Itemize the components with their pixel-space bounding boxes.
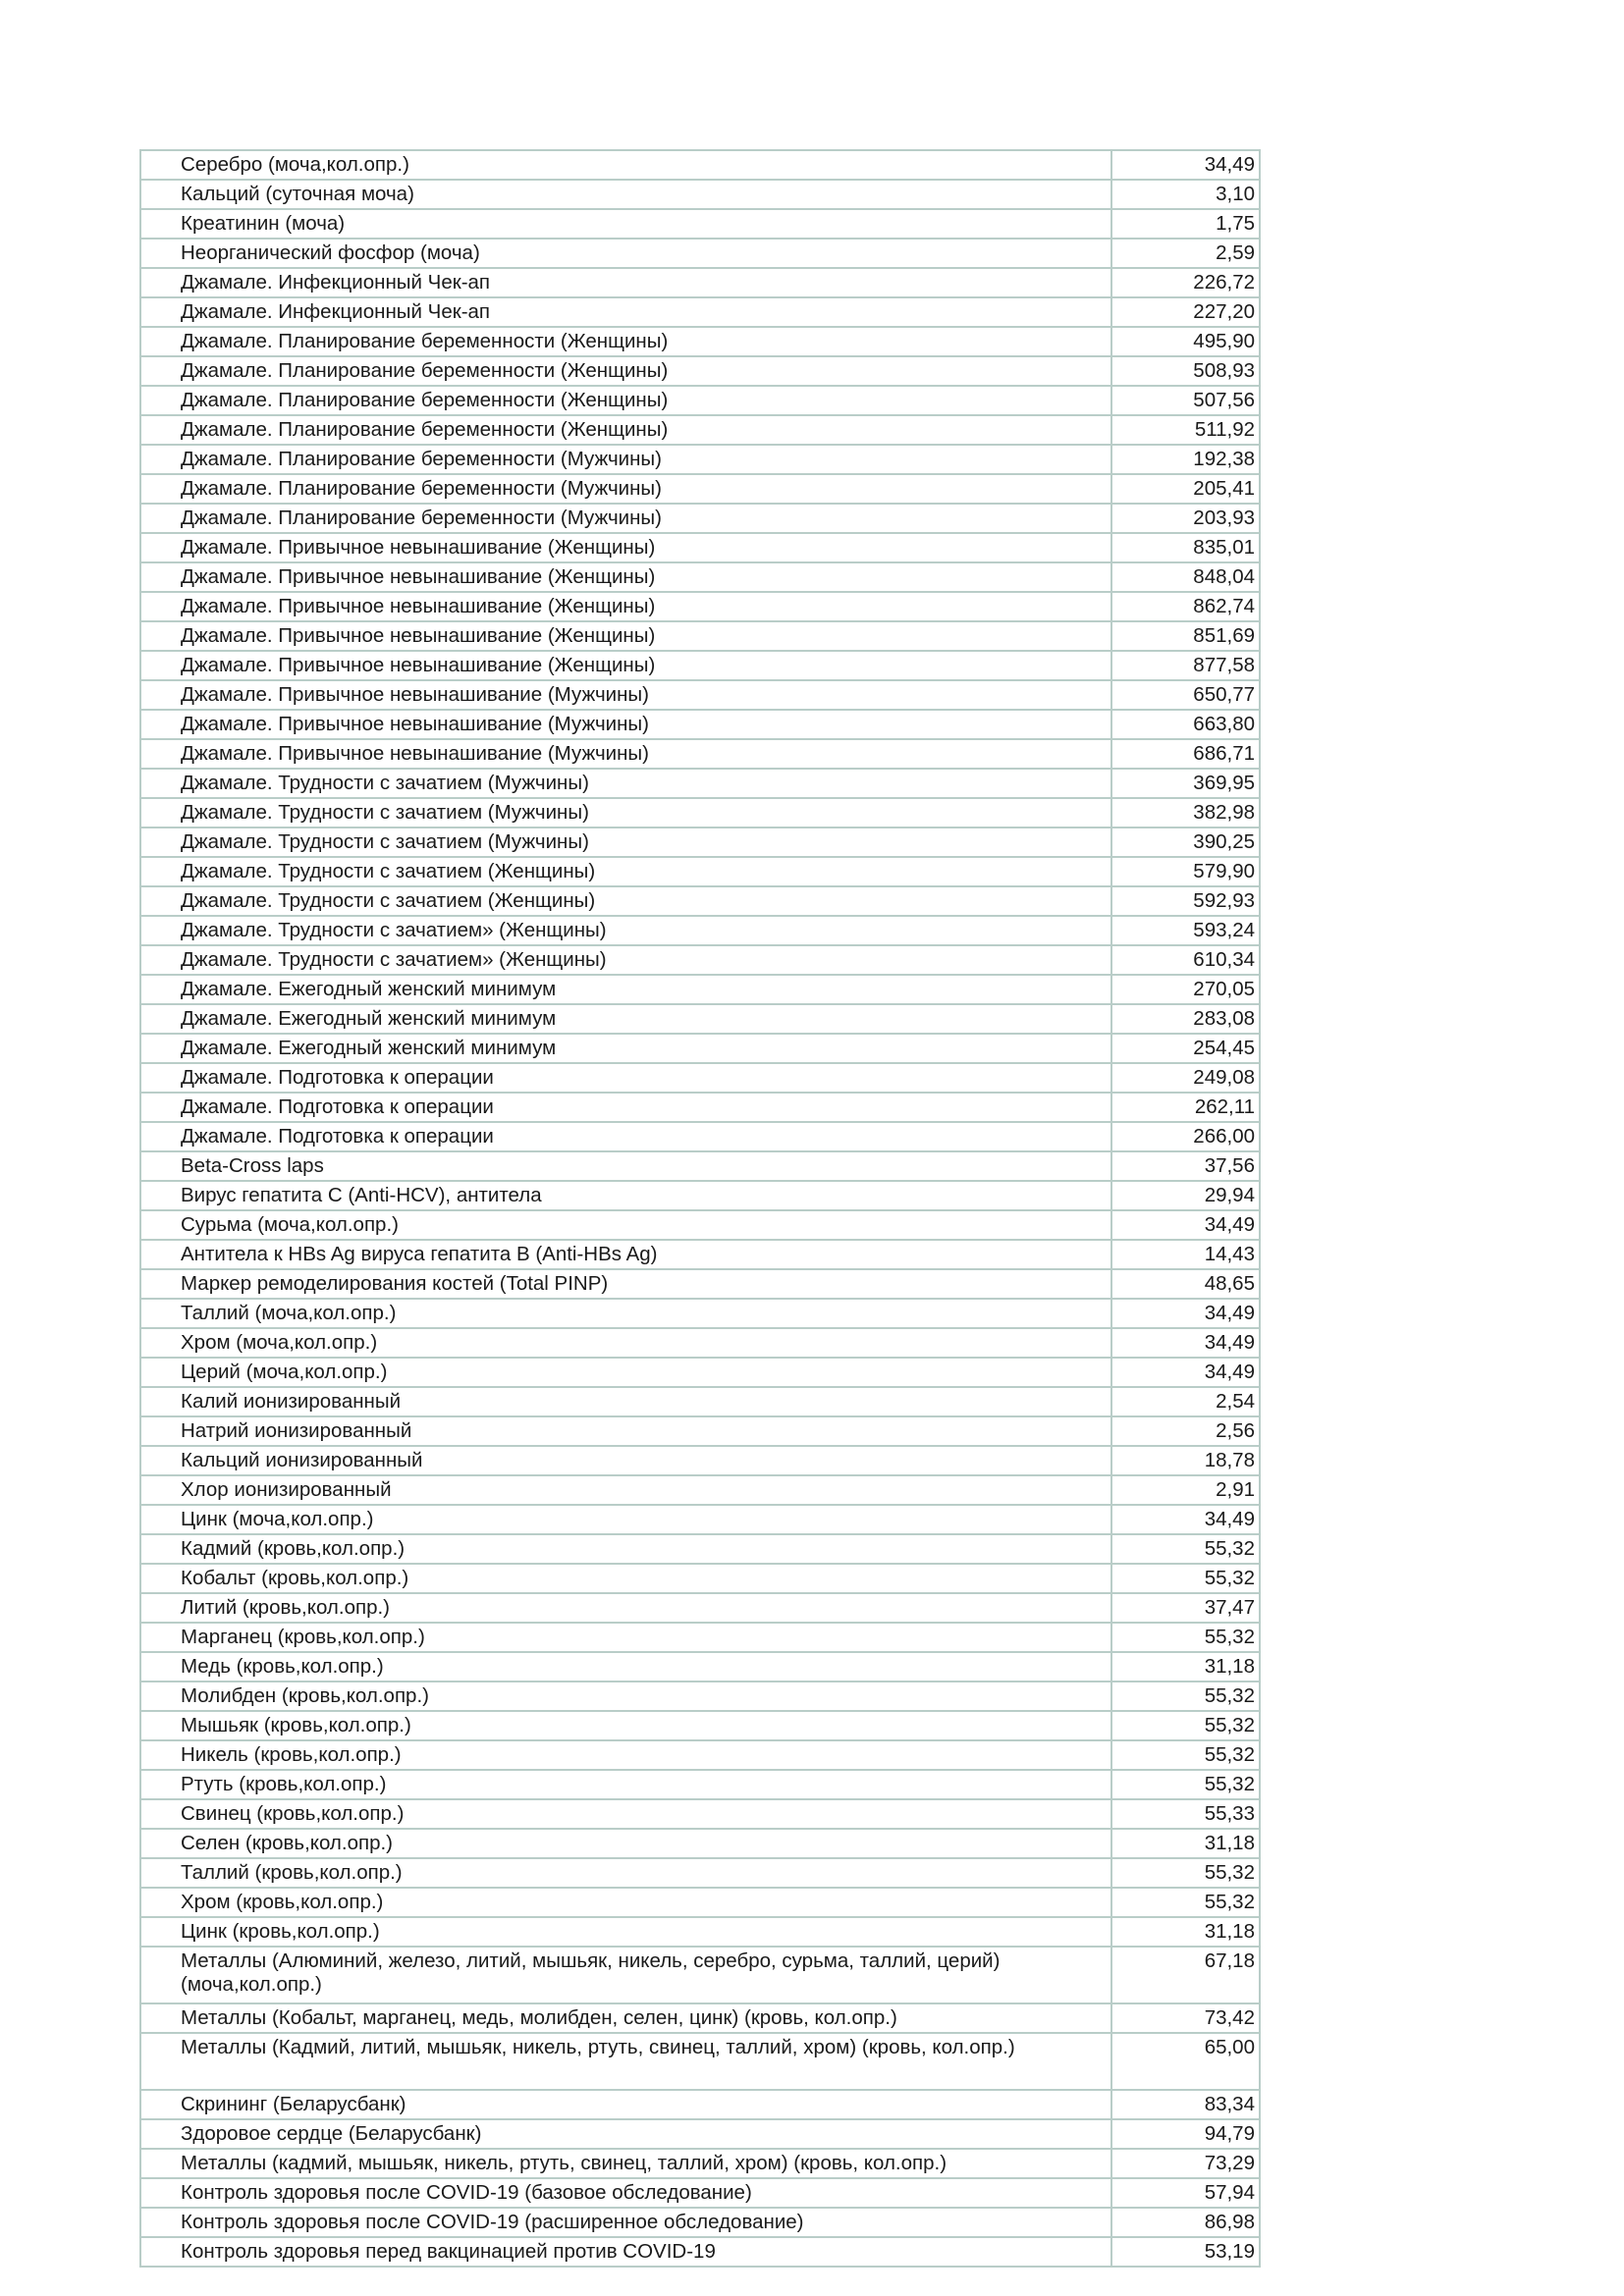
- price-cell: 34,49: [1111, 1210, 1260, 1240]
- price-cell: 2,54: [1111, 1387, 1260, 1416]
- price-cell: 508,93: [1111, 356, 1260, 386]
- service-name-cell: Кадмий (кровь,кол.опр.): [140, 1534, 1111, 1564]
- table-row: [140, 1623, 1260, 1652]
- price-cell: 369,95: [1111, 769, 1260, 798]
- price-cell: 55,32: [1111, 1888, 1260, 1917]
- service-name-cell: Металлы (кадмий, мышьяк, никель, ртуть, свинец, таллий, хром) (кровь, кол.опр.): [140, 2149, 1111, 2178]
- price-cell: 34,49: [1111, 150, 1260, 180]
- service-name-cell: Селен (кровь,кол.опр.): [140, 1829, 1111, 1858]
- table-row: [140, 415, 1260, 445]
- price-cell: 37,47: [1111, 1593, 1260, 1623]
- table-row: [140, 1004, 1260, 1034]
- table-row: [140, 2237, 1260, 2267]
- service-name-cell: Хром (моча,кол.опр.): [140, 1328, 1111, 1358]
- price-cell: 57,94: [1111, 2178, 1260, 2208]
- price-cell: 2,59: [1111, 239, 1260, 268]
- table-row: [140, 297, 1260, 327]
- price-cell: 94,79: [1111, 2119, 1260, 2149]
- table-row: [140, 1770, 1260, 1799]
- table-row: [140, 828, 1260, 857]
- price-cell: 34,49: [1111, 1299, 1260, 1328]
- table-row: [140, 886, 1260, 916]
- price-cell: 835,01: [1111, 533, 1260, 562]
- table-row: [140, 945, 1260, 975]
- service-name-cell: Таллий (моча,кол.опр.): [140, 1299, 1111, 1328]
- price-cell: 877,58: [1111, 651, 1260, 680]
- price-cell: 592,93: [1111, 886, 1260, 916]
- price-cell: 851,69: [1111, 621, 1260, 651]
- price-cell: 55,32: [1111, 1534, 1260, 1564]
- service-name-cell: Джамале. Привычное невынашивание (Мужчины): [140, 710, 1111, 739]
- service-name-cell: Свинец (кровь,кол.опр.): [140, 1799, 1111, 1829]
- price-cell: 2,91: [1111, 1475, 1260, 1505]
- service-name-cell: Вирус гепатита С (Anti-HCV), антитела: [140, 1181, 1111, 1210]
- service-name-cell: Скрининг (Беларусбанк): [140, 2090, 1111, 2119]
- table-row: [140, 1740, 1260, 1770]
- service-name-cell: Антитела к HBs Ag вируса гепатита В (Anti-HBs Ag): [140, 1240, 1111, 1269]
- service-name-cell: Джамале. Планирование беременности (Мужчины): [140, 474, 1111, 504]
- table-row: [140, 1269, 1260, 1299]
- table-row: [140, 1416, 1260, 1446]
- service-name-cell: Джамале. Подготовка к операции: [140, 1063, 1111, 1093]
- price-cell: 382,98: [1111, 798, 1260, 828]
- table-row: [140, 1328, 1260, 1358]
- service-name-cell: Джамале. Планирование беременности (Женщины): [140, 327, 1111, 356]
- price-cell: 31,18: [1111, 1829, 1260, 1858]
- table-row: [140, 739, 1260, 769]
- service-name-cell: Сурьма (моча,кол.опр.): [140, 1210, 1111, 1240]
- price-cell: 262,11: [1111, 1093, 1260, 1122]
- table-row: [140, 2178, 1260, 2208]
- price-cell: 390,25: [1111, 828, 1260, 857]
- table-row: [140, 356, 1260, 386]
- price-cell: 55,32: [1111, 1623, 1260, 1652]
- service-name-cell: Джамале. Подготовка к операции: [140, 1122, 1111, 1151]
- table-row: [140, 562, 1260, 592]
- price-cell: 3,10: [1111, 180, 1260, 209]
- service-name-cell: Литий (кровь,кол.опр.): [140, 1593, 1111, 1623]
- service-name-cell: Хлор ионизированный: [140, 1475, 1111, 1505]
- table-row: [140, 1387, 1260, 1416]
- price-cell: 14,43: [1111, 1240, 1260, 1269]
- table-row: [140, 769, 1260, 798]
- price-cell: 848,04: [1111, 562, 1260, 592]
- price-cell: 226,72: [1111, 268, 1260, 297]
- service-name-cell: Джамале. Трудности с зачатием (Мужчины): [140, 828, 1111, 857]
- service-name-cell: Джамале. Привычное невынашивание (Женщины): [140, 621, 1111, 651]
- table-row: [140, 1711, 1260, 1740]
- service-name-cell: Джамале. Планирование беременности (Женщины): [140, 356, 1111, 386]
- table-row: [140, 1122, 1260, 1151]
- service-name-cell: Джамале. Трудности с зачатием» (Женщины): [140, 916, 1111, 945]
- price-cell: 37,56: [1111, 1151, 1260, 1181]
- service-name-cell: Здоровое сердце (Беларусбанк): [140, 2119, 1111, 2149]
- service-name-cell: Джамале. Трудности с зачатием (Женщины): [140, 886, 1111, 916]
- price-cell: 67,18: [1111, 1947, 1260, 2003]
- service-name-cell: Джамале. Привычное невынашивание (Женщины): [140, 562, 1111, 592]
- service-name-cell: Таллий (кровь,кол.опр.): [140, 1858, 1111, 1888]
- price-cell: 249,08: [1111, 1063, 1260, 1093]
- service-name-cell: Креатинин (моча): [140, 209, 1111, 239]
- table-row: [140, 1947, 1260, 2003]
- service-name-cell: Мышьяк (кровь,кол.опр.): [140, 1711, 1111, 1740]
- price-cell: 86,98: [1111, 2208, 1260, 2237]
- price-cell: 31,18: [1111, 1917, 1260, 1947]
- price-cell: 83,34: [1111, 2090, 1260, 2119]
- service-name-cell: Контроль здоровья после COVID-19 (расширенное обследование): [140, 2208, 1111, 2237]
- table-row: [140, 180, 1260, 209]
- table-row: [140, 1475, 1260, 1505]
- price-cell: 862,74: [1111, 592, 1260, 621]
- table-row: [140, 621, 1260, 651]
- service-name-cell: Молибден (кровь,кол.опр.): [140, 1682, 1111, 1711]
- service-name-cell: Кальций ионизированный: [140, 1446, 1111, 1475]
- service-name-cell: Калий ионизированный: [140, 1387, 1111, 1416]
- service-name-cell: Металлы (Кобальт, марганец, медь, молибден, селен, цинк) (кровь, кол.опр.): [140, 2003, 1111, 2033]
- table-row: [140, 2208, 1260, 2237]
- table-row: [140, 504, 1260, 533]
- table-row: [140, 1358, 1260, 1387]
- service-name-cell: Натрий ионизированный: [140, 1416, 1111, 1446]
- table-row: [140, 710, 1260, 739]
- table-row: [140, 1858, 1260, 1888]
- service-name-cell: Джамале. Трудности с зачатием (Мужчины): [140, 798, 1111, 828]
- price-cell: 205,41: [1111, 474, 1260, 504]
- service-name-cell: Неорганический фосфор (моча): [140, 239, 1111, 268]
- table-row: [140, 1829, 1260, 1858]
- price-cell: 53,19: [1111, 2237, 1260, 2267]
- price-cell: 1,75: [1111, 209, 1260, 239]
- table-row: [140, 386, 1260, 415]
- service-name-cell: Церий (моча,кол.опр.): [140, 1358, 1111, 1387]
- price-cell: 270,05: [1111, 975, 1260, 1004]
- price-cell: 55,32: [1111, 1682, 1260, 1711]
- service-name-cell: Серебро (моча,кол.опр.): [140, 150, 1111, 180]
- table-row: [140, 680, 1260, 710]
- table-row: [140, 239, 1260, 268]
- table-row: [140, 1210, 1260, 1240]
- price-cell: 650,77: [1111, 680, 1260, 710]
- service-name-cell: Джамале. Трудности с зачатием (Мужчины): [140, 769, 1111, 798]
- service-name-cell: Кальций (суточная моча): [140, 180, 1111, 209]
- service-name-cell: Джамале. Инфекционный Чек-ап: [140, 297, 1111, 327]
- service-name-cell: Контроль здоровья после COVID-19 (базовое обследование): [140, 2178, 1111, 2208]
- price-cell: 2,56: [1111, 1416, 1260, 1446]
- table-row: [140, 1682, 1260, 1711]
- table-row: [140, 327, 1260, 356]
- price-cell: 55,32: [1111, 1770, 1260, 1799]
- price-cell: 34,49: [1111, 1328, 1260, 1358]
- table-row: [140, 1505, 1260, 1534]
- service-name-cell: Джамале. Привычное невынашивание (Мужчины): [140, 739, 1111, 769]
- table-row: [140, 1299, 1260, 1328]
- service-name-cell: Контроль здоровья перед вакцинацией против COVID-19: [140, 2237, 1111, 2267]
- service-name-cell: Джамале. Ежегодный женский минимум: [140, 1004, 1111, 1034]
- price-cell: 283,08: [1111, 1004, 1260, 1034]
- table-row: [140, 1534, 1260, 1564]
- service-name-cell: Маркер ремоделирования костей (Total PINP): [140, 1269, 1111, 1299]
- service-name-cell: Джамале. Трудности с зачатием (Женщины): [140, 857, 1111, 886]
- table-row: [140, 1151, 1260, 1181]
- service-name-cell: Джамале. Планирование беременности (Женщины): [140, 386, 1111, 415]
- price-cell: 203,93: [1111, 504, 1260, 533]
- service-name-cell: Хром (кровь,кол.опр.): [140, 1888, 1111, 1917]
- price-cell: 192,38: [1111, 445, 1260, 474]
- price-cell: 34,49: [1111, 1505, 1260, 1534]
- table-row: [140, 209, 1260, 239]
- price-cell: 254,45: [1111, 1034, 1260, 1063]
- price-cell: 511,92: [1111, 415, 1260, 445]
- table-row: [140, 1446, 1260, 1475]
- price-cell: 495,90: [1111, 327, 1260, 356]
- price-cell: 73,42: [1111, 2003, 1260, 2033]
- table-row: [140, 798, 1260, 828]
- service-name-cell: Цинк (моча,кол.опр.): [140, 1505, 1111, 1534]
- service-name-cell: Джамале. Трудности с зачатием» (Женщины): [140, 945, 1111, 975]
- service-name-cell: Цинк (кровь,кол.опр.): [140, 1917, 1111, 1947]
- table-row: [140, 474, 1260, 504]
- table-row: [140, 1917, 1260, 1947]
- table-row: [140, 1593, 1260, 1623]
- table-row: [140, 1888, 1260, 1917]
- table-row: [140, 1063, 1260, 1093]
- table-row: [140, 268, 1260, 297]
- service-name-cell: Джамале. Привычное невынашивание (Женщины): [140, 533, 1111, 562]
- price-cell: 610,34: [1111, 945, 1260, 975]
- table-row: [140, 1564, 1260, 1593]
- service-name-cell: Джамале. Привычное невынашивание (Женщины): [140, 651, 1111, 680]
- service-name-cell: Медь (кровь,кол.опр.): [140, 1652, 1111, 1682]
- price-cell: 65,00: [1111, 2033, 1260, 2090]
- service-name-cell: Ртуть (кровь,кол.опр.): [140, 1770, 1111, 1799]
- price-cell: 579,90: [1111, 857, 1260, 886]
- table-row: [140, 1181, 1260, 1210]
- table-row: [140, 2033, 1260, 2090]
- service-name-cell: Джамале. Подготовка к операции: [140, 1093, 1111, 1122]
- table-row: [140, 592, 1260, 621]
- price-cell: 55,32: [1111, 1711, 1260, 1740]
- price-table: [139, 149, 1261, 2268]
- price-cell: 507,56: [1111, 386, 1260, 415]
- table-row: [140, 445, 1260, 474]
- table-row: [140, 1034, 1260, 1063]
- service-name-cell: Джамале. Привычное невынашивание (Мужчины): [140, 680, 1111, 710]
- table-row: [140, 2119, 1260, 2149]
- table-row: [140, 651, 1260, 680]
- table-row: [140, 1652, 1260, 1682]
- service-name-cell: Джамале. Планирование беременности (Женщины): [140, 415, 1111, 445]
- service-name-cell: Джамале. Ежегодный женский минимум: [140, 975, 1111, 1004]
- price-cell: 29,94: [1111, 1181, 1260, 1210]
- price-cell: 55,32: [1111, 1564, 1260, 1593]
- service-name-cell: Джамале. Планирование беременности (Мужчины): [140, 504, 1111, 533]
- table-row: [140, 916, 1260, 945]
- price-cell: 31,18: [1111, 1652, 1260, 1682]
- price-table-body: [140, 150, 1260, 2267]
- price-cell: 18,78: [1111, 1446, 1260, 1475]
- table-row: [140, 2003, 1260, 2033]
- service-name-cell: Никель (кровь,кол.опр.): [140, 1740, 1111, 1770]
- price-cell: 593,24: [1111, 916, 1260, 945]
- table-row: [140, 533, 1260, 562]
- service-name-cell: Металлы (Алюминий, железо, литий, мышьяк, никель, серебро, сурьма, таллий, церий) (моча,кол.опр.): [140, 1947, 1111, 2003]
- price-cell: 663,80: [1111, 710, 1260, 739]
- price-cell: 686,71: [1111, 739, 1260, 769]
- table-row: [140, 1799, 1260, 1829]
- price-cell: 73,29: [1111, 2149, 1260, 2178]
- price-cell: 227,20: [1111, 297, 1260, 327]
- table-row: [140, 150, 1260, 180]
- service-name-cell: Beta-Cross laps: [140, 1151, 1111, 1181]
- service-name-cell: Джамале. Планирование беременности (Мужчины): [140, 445, 1111, 474]
- table-row: [140, 2149, 1260, 2178]
- service-name-cell: Джамале. Ежегодный женский минимум: [140, 1034, 1111, 1063]
- price-cell: 55,32: [1111, 1740, 1260, 1770]
- service-name-cell: Металлы (Кадмий, литий, мышьяк, никель, ртуть, свинец, таллий, хром) (кровь, кол.опр.): [140, 2033, 1111, 2090]
- table-row: [140, 1093, 1260, 1122]
- price-cell: 48,65: [1111, 1269, 1260, 1299]
- table-row: [140, 857, 1260, 886]
- table-row: [140, 1240, 1260, 1269]
- price-cell: 55,33: [1111, 1799, 1260, 1829]
- price-cell: 266,00: [1111, 1122, 1260, 1151]
- price-cell: 55,32: [1111, 1858, 1260, 1888]
- service-name-cell: Марганец (кровь,кол.опр.): [140, 1623, 1111, 1652]
- service-name-cell: Джамале. Инфекционный Чек-ап: [140, 268, 1111, 297]
- price-cell: 34,49: [1111, 1358, 1260, 1387]
- table-row: [140, 2090, 1260, 2119]
- table-row: [140, 975, 1260, 1004]
- service-name-cell: Кобальт (кровь,кол.опр.): [140, 1564, 1111, 1593]
- service-name-cell: Джамале. Привычное невынашивание (Женщины): [140, 592, 1111, 621]
